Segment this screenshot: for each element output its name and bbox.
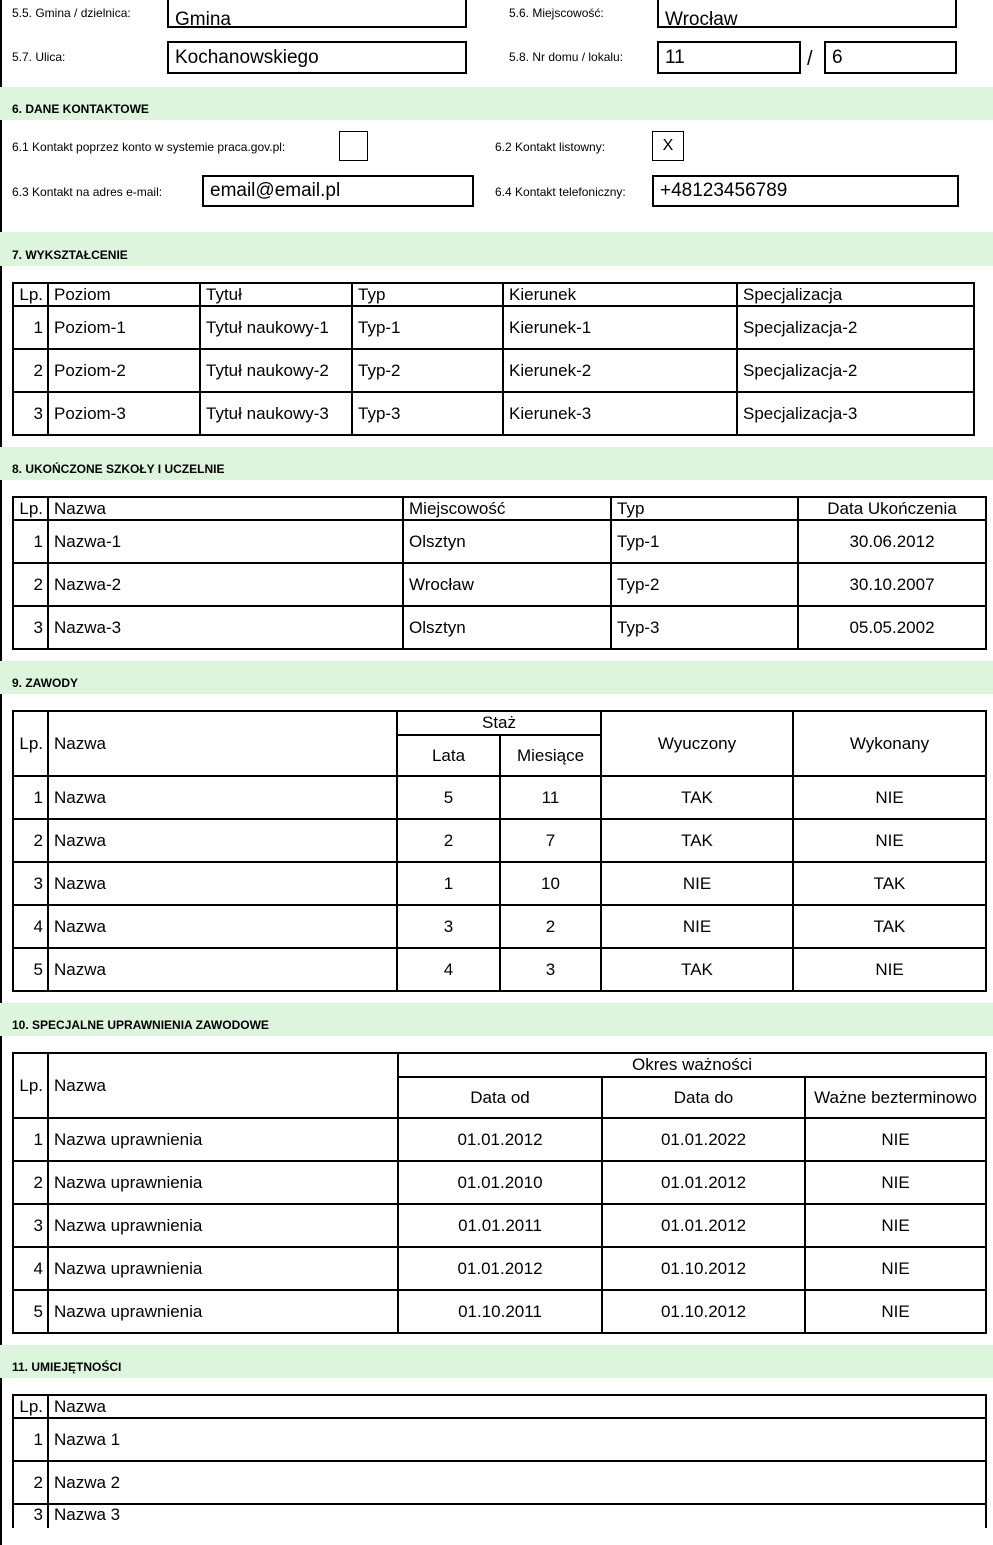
cell-kierunek: Kierunek-3 — [503, 392, 737, 435]
table-row — [13, 1247, 986, 1290]
telefon-label: 6.4 Kontakt telefoniczny: — [495, 185, 626, 199]
cell-data-do: 01.01.2012 — [602, 1161, 805, 1204]
section-6-title: 6. DANE KONTAKTOWE — [12, 102, 149, 116]
table-row — [13, 1204, 986, 1247]
table-row — [13, 1161, 986, 1204]
ulica-label: 5.7. Ulica: — [12, 50, 66, 64]
col-lp: Lp. — [13, 1395, 48, 1418]
cell-nazwa: Nazwa — [48, 905, 397, 948]
table-row — [13, 1461, 986, 1504]
section-8-title: 8. UKOŃCZONE SZKOŁY I UCZELNIE — [12, 462, 225, 476]
section-9-title: 9. ZAWODY — [12, 676, 79, 690]
cell-wyuczony: TAK — [601, 819, 793, 862]
cell-poziom: Poziom-1 — [48, 306, 200, 349]
telefon-field[interactable]: +48123456789 — [652, 175, 959, 207]
col-typ: Typ — [352, 283, 503, 306]
cell-lp: 2 — [13, 349, 48, 392]
cell-lata: 2 — [397, 819, 500, 862]
cell-tytul: Tytuł naukowy-2 — [200, 349, 352, 392]
cell-typ: Typ-1 — [611, 520, 798, 563]
cell-nazwa: Nazwa-3 — [48, 606, 403, 649]
col-miejscowosc: Miejscowość — [403, 497, 611, 520]
col-nazwa: Nazwa — [48, 497, 403, 520]
col-kierunek: Kierunek — [503, 283, 737, 306]
cell-specjalizacja: Specjalizacja-3 — [737, 392, 974, 435]
section-10-header — [0, 1003, 993, 1036]
table-row — [13, 905, 986, 948]
cell-lp: 1 — [13, 1418, 48, 1461]
table-row — [13, 520, 986, 563]
cell-lp: 2 — [13, 1161, 48, 1204]
col-specjalizacja: Specjalizacja — [737, 283, 974, 306]
nr-separator: / — [807, 48, 813, 70]
col-nazwa: Nazwa — [48, 711, 397, 776]
table-row — [13, 1118, 986, 1161]
cell-lp: 1 — [13, 776, 48, 819]
section-11-title: 11. UMIEJĘTNOŚCI — [12, 1360, 122, 1374]
section-7-header — [0, 232, 993, 266]
col-lp: Lp. — [13, 497, 48, 520]
cell-nazwa: Nazwa uprawnienia — [48, 1118, 398, 1161]
cell-lp: 3 — [13, 392, 48, 435]
cell-lp: 5 — [13, 1290, 48, 1333]
cell-data-do: 01.10.2012 — [602, 1290, 805, 1333]
nr-lokalu-field[interactable]: 6 — [824, 41, 957, 74]
table-row — [13, 306, 974, 349]
cell-typ: Typ-2 — [352, 349, 503, 392]
cell-lp: 2 — [13, 1461, 48, 1504]
ulica-field[interactable]: Kochanowskiego — [167, 41, 467, 74]
cell-miejscowosc: Olsztyn — [403, 606, 611, 649]
col-staz: Staż — [397, 711, 601, 735]
cell-kierunek: Kierunek-2 — [503, 349, 737, 392]
col-wykonany: Wykonany — [793, 711, 986, 776]
table-row — [13, 862, 986, 905]
cell-data-od: 01.10.2011 — [398, 1290, 602, 1333]
cell-wykonany: NIE — [793, 819, 986, 862]
cell-nazwa: Nazwa 3 — [48, 1504, 986, 1528]
cell-typ: Typ-3 — [611, 606, 798, 649]
permissions-table — [12, 1052, 987, 1334]
cell-bezterminowo: NIE — [805, 1290, 986, 1333]
nr-domu-field[interactable]: 11 — [657, 41, 801, 74]
cell-lp: 1 — [13, 306, 48, 349]
cell-nazwa: Nazwa 1 — [48, 1418, 986, 1461]
cell-miejscowosc: Wrocław — [403, 563, 611, 606]
miejscowosc-field[interactable]: Wrocław — [657, 0, 957, 28]
cell-wykonany: NIE — [793, 948, 986, 991]
cell-lp: 4 — [13, 905, 48, 948]
education-header-row — [13, 283, 974, 306]
cell-nazwa: Nazwa — [48, 819, 397, 862]
table-row — [13, 819, 986, 862]
cell-wyuczony: NIE — [601, 905, 793, 948]
cell-lp: 2 — [13, 563, 48, 606]
listowny-label: 6.2 Kontakt listowny: — [495, 140, 606, 154]
table-row — [13, 392, 974, 435]
table-row — [13, 606, 986, 649]
cell-lp: 3 — [13, 862, 48, 905]
col-data-do: Data do — [602, 1077, 805, 1118]
gmina-field[interactable]: Gmina — [167, 0, 467, 28]
col-data-od: Data od — [398, 1077, 602, 1118]
table-row — [13, 1504, 986, 1528]
cell-lp: 4 — [13, 1247, 48, 1290]
col-nazwa: Nazwa — [48, 1395, 986, 1418]
col-lata: Lata — [397, 735, 500, 776]
cell-data: 05.05.2002 — [798, 606, 986, 649]
cell-nazwa: Nazwa 2 — [48, 1461, 986, 1504]
cell-data-od: 01.01.2012 — [398, 1118, 602, 1161]
section-8-header — [0, 447, 993, 480]
email-field[interactable]: email@email.pl — [202, 175, 474, 207]
col-wyuczony: Wyuczony — [601, 711, 793, 776]
table-row — [13, 1290, 986, 1333]
cell-wyuczony: TAK — [601, 776, 793, 819]
cell-typ: Typ-3 — [352, 392, 503, 435]
cell-bezterminowo: NIE — [805, 1204, 986, 1247]
cell-data: 30.06.2012 — [798, 520, 986, 563]
cell-lp: 3 — [13, 1504, 48, 1528]
cell-nazwa: Nazwa-2 — [48, 563, 403, 606]
cell-miesiace: 10 — [500, 862, 601, 905]
professions-table — [12, 710, 987, 992]
cell-tytul: Tytuł naukowy-3 — [200, 392, 352, 435]
section-7-title: 7. WYKSZTAŁCENIE — [12, 248, 128, 262]
cell-data-do: 01.01.2022 — [602, 1118, 805, 1161]
schools-header-row — [13, 497, 986, 520]
cell-typ: Typ-1 — [352, 306, 503, 349]
cell-bezterminowo: NIE — [805, 1247, 986, 1290]
cell-nazwa: Nazwa uprawnienia — [48, 1290, 398, 1333]
cell-data-od: 01.01.2010 — [398, 1161, 602, 1204]
cell-wyuczony: TAK — [601, 948, 793, 991]
cell-miejscowosc: Olsztyn — [403, 520, 611, 563]
cell-nazwa: Nazwa-1 — [48, 520, 403, 563]
cell-nazwa: Nazwa uprawnienia — [48, 1204, 398, 1247]
permissions-header-row — [13, 1053, 986, 1077]
cell-miesiace: 2 — [500, 905, 601, 948]
nr-label: 5.8. Nr domu / lokalu: — [509, 50, 624, 64]
cell-miesiace: 7 — [500, 819, 601, 862]
skills-header-row — [13, 1395, 986, 1418]
cell-nazwa: Nazwa — [48, 862, 397, 905]
cell-bezterminowo: NIE — [805, 1118, 986, 1161]
col-nazwa: Nazwa — [48, 1053, 398, 1118]
table-row — [13, 776, 986, 819]
cell-lp: 5 — [13, 948, 48, 991]
miejscowosc-label: 5.6. Miejscowość: — [509, 6, 604, 20]
col-typ: Typ — [611, 497, 798, 520]
email-label: 6.3 Kontakt na adres e-mail: — [12, 185, 163, 199]
col-lp: Lp. — [13, 283, 48, 306]
section-11-header — [0, 1345, 993, 1378]
cell-miesiace: 11 — [500, 776, 601, 819]
cell-nazwa: Nazwa uprawnienia — [48, 1247, 398, 1290]
cell-lata: 3 — [397, 905, 500, 948]
cell-lp: 1 — [13, 1118, 48, 1161]
cell-wykonany: NIE — [793, 776, 986, 819]
col-poziom: Poziom — [48, 283, 200, 306]
cell-data-od: 01.01.2011 — [398, 1204, 602, 1247]
cell-lata: 4 — [397, 948, 500, 991]
cell-tytul: Tytuł naukowy-1 — [200, 306, 352, 349]
col-wazne-bezterminowo: Ważne bezterminowo — [805, 1077, 986, 1118]
cell-nazwa: Nazwa uprawnienia — [48, 1161, 398, 1204]
cell-wykonany: TAK — [793, 862, 986, 905]
skills-table — [12, 1394, 987, 1528]
cell-poziom: Poziom-3 — [48, 392, 200, 435]
cell-data-do: 01.10.2012 — [602, 1247, 805, 1290]
cell-poziom: Poziom-2 — [48, 349, 200, 392]
cell-nazwa: Nazwa — [48, 776, 397, 819]
cell-lp: 1 — [13, 520, 48, 563]
cell-bezterminowo: NIE — [805, 1161, 986, 1204]
schools-table — [12, 496, 987, 650]
table-row — [13, 1418, 986, 1461]
section-10-title: 10. SPECJALNE UPRAWNIENIA ZAWODOWE — [12, 1018, 269, 1032]
col-okres-waznosci: Okres ważności — [398, 1053, 986, 1077]
konto-label: 6.1 Kontakt poprzez konto w systemie praca.gov.pl: — [12, 140, 286, 154]
professions-header-row — [13, 711, 986, 735]
cell-specjalizacja: Specjalizacja-2 — [737, 306, 974, 349]
cell-lp: 2 — [13, 819, 48, 862]
col-data-ukonczenia: Data Ukończenia — [798, 497, 986, 520]
table-row — [13, 948, 986, 991]
gmina-label: 5.5. Gmina / dzielnica: — [12, 6, 131, 20]
education-table — [12, 282, 975, 436]
cell-miesiace: 3 — [500, 948, 601, 991]
cell-typ: Typ-2 — [611, 563, 798, 606]
cell-wykonany: TAK — [793, 905, 986, 948]
cell-lata: 5 — [397, 776, 500, 819]
cell-nazwa: Nazwa — [48, 948, 397, 991]
section-6-header — [0, 87, 993, 120]
section-9-header — [0, 661, 993, 694]
cell-lata: 1 — [397, 862, 500, 905]
cell-data-od: 01.01.2012 — [398, 1247, 602, 1290]
konto-checkbox[interactable] — [339, 131, 368, 161]
col-lp: Lp. — [13, 711, 48, 776]
cell-lp: 3 — [13, 1204, 48, 1247]
cell-data-do: 01.01.2012 — [602, 1204, 805, 1247]
col-lp: Lp. — [13, 1053, 48, 1118]
cell-wyuczony: NIE — [601, 862, 793, 905]
col-miesiace: Miesiące — [500, 735, 601, 776]
cell-data: 30.10.2007 — [798, 563, 986, 606]
table-row — [13, 563, 986, 606]
col-tytul: Tytuł — [200, 283, 352, 306]
cell-specjalizacja: Specjalizacja-2 — [737, 349, 974, 392]
listowny-checkbox[interactable]: X — [652, 131, 684, 161]
table-row — [13, 349, 974, 392]
cell-lp: 3 — [13, 606, 48, 649]
cell-kierunek: Kierunek-1 — [503, 306, 737, 349]
